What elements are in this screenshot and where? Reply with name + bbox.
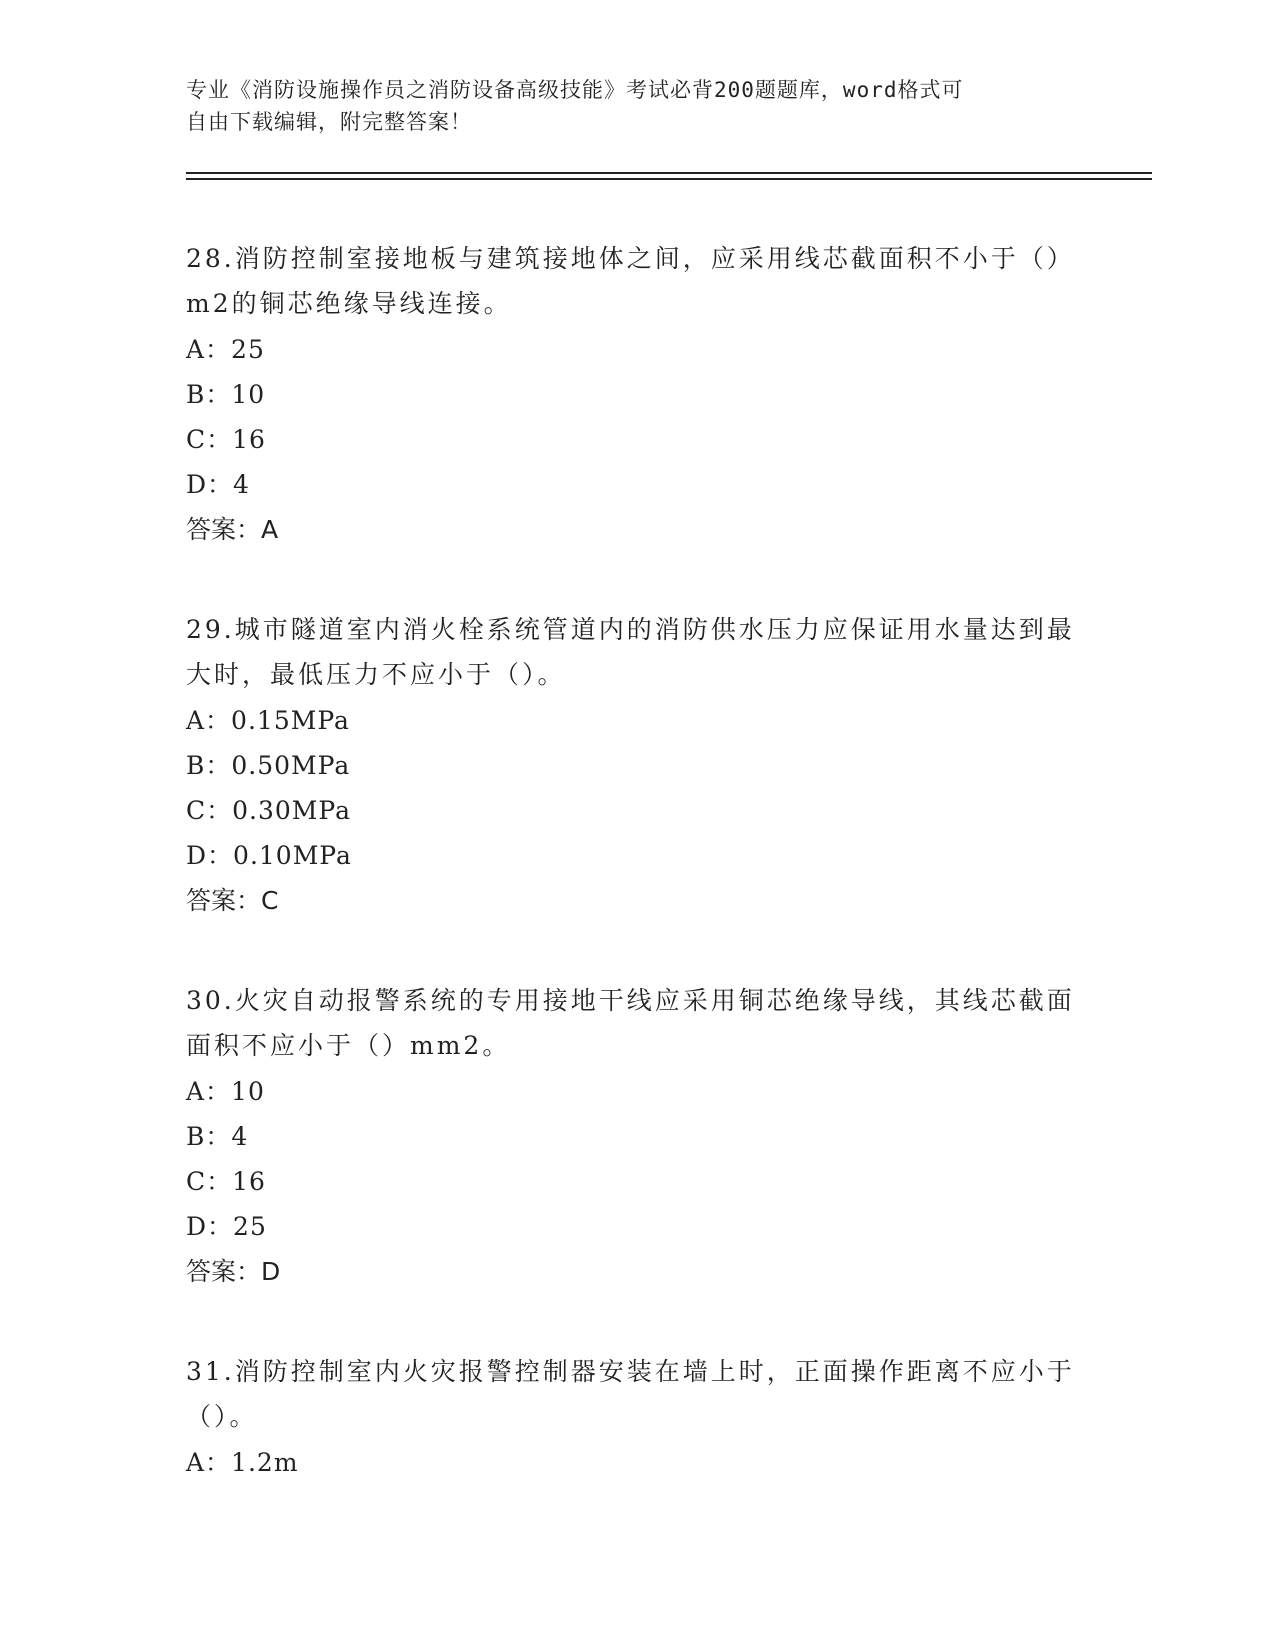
option-c: C：16 (186, 425, 266, 454)
question-28 (186, 236, 1076, 553)
question-stem: 30.火灾自动报警系统的专用接地干线应采用铜芯绝缘导线，其线芯截面面积不应小于（）mm2。 (186, 986, 1075, 1060)
option-d: D：0.10MPa (186, 841, 352, 870)
header-line-2: 自由下载编辑，附完整答案！ (186, 110, 472, 134)
option-b: B：10 (186, 380, 266, 409)
document-header (186, 74, 1066, 138)
option-a: A：25 (186, 335, 265, 364)
option-b: B：4 (186, 1122, 249, 1151)
answer-line: 答案：D (186, 1257, 281, 1286)
header-rule-top (186, 172, 1152, 174)
option-a: A：0.15MPa (186, 706, 350, 735)
question-list (186, 236, 1076, 1539)
question-stem: 28.消防控制室接地板与建筑接地体之间，应采用线芯截面积不小于（）m2的铜芯绝缘导线连接。 (186, 244, 1075, 318)
option-c: C：16 (186, 1167, 266, 1196)
option-a: A：10 (186, 1077, 265, 1106)
question-stem: 29.城市隧道室内消火栓系统管道内的消防供水压力应保证用水量达到最大时，最低压力不应小于（）。 (186, 615, 1075, 689)
header-line-1: 专业《消防设施操作员之消防设备高级技能》考试必背200题题库，word格式可 (186, 78, 964, 102)
question-29 (186, 607, 1076, 924)
option-b: B：0.50MPa (186, 751, 351, 780)
option-d: D：25 (186, 1212, 267, 1241)
option-c: C：0.30MPa (186, 796, 351, 825)
header-rule-bottom (186, 178, 1152, 180)
answer-line: 答案：A (186, 515, 279, 544)
answer-line: 答案：C (186, 886, 279, 915)
question-stem: 31.消防控制室内火灾报警控制器安装在墙上时，正面操作距离不应小于（）。 (186, 1357, 1075, 1431)
option-a: A：1.2m (186, 1448, 299, 1477)
question-30 (186, 978, 1076, 1295)
question-31 (186, 1349, 1076, 1485)
option-d: D：4 (186, 470, 250, 499)
